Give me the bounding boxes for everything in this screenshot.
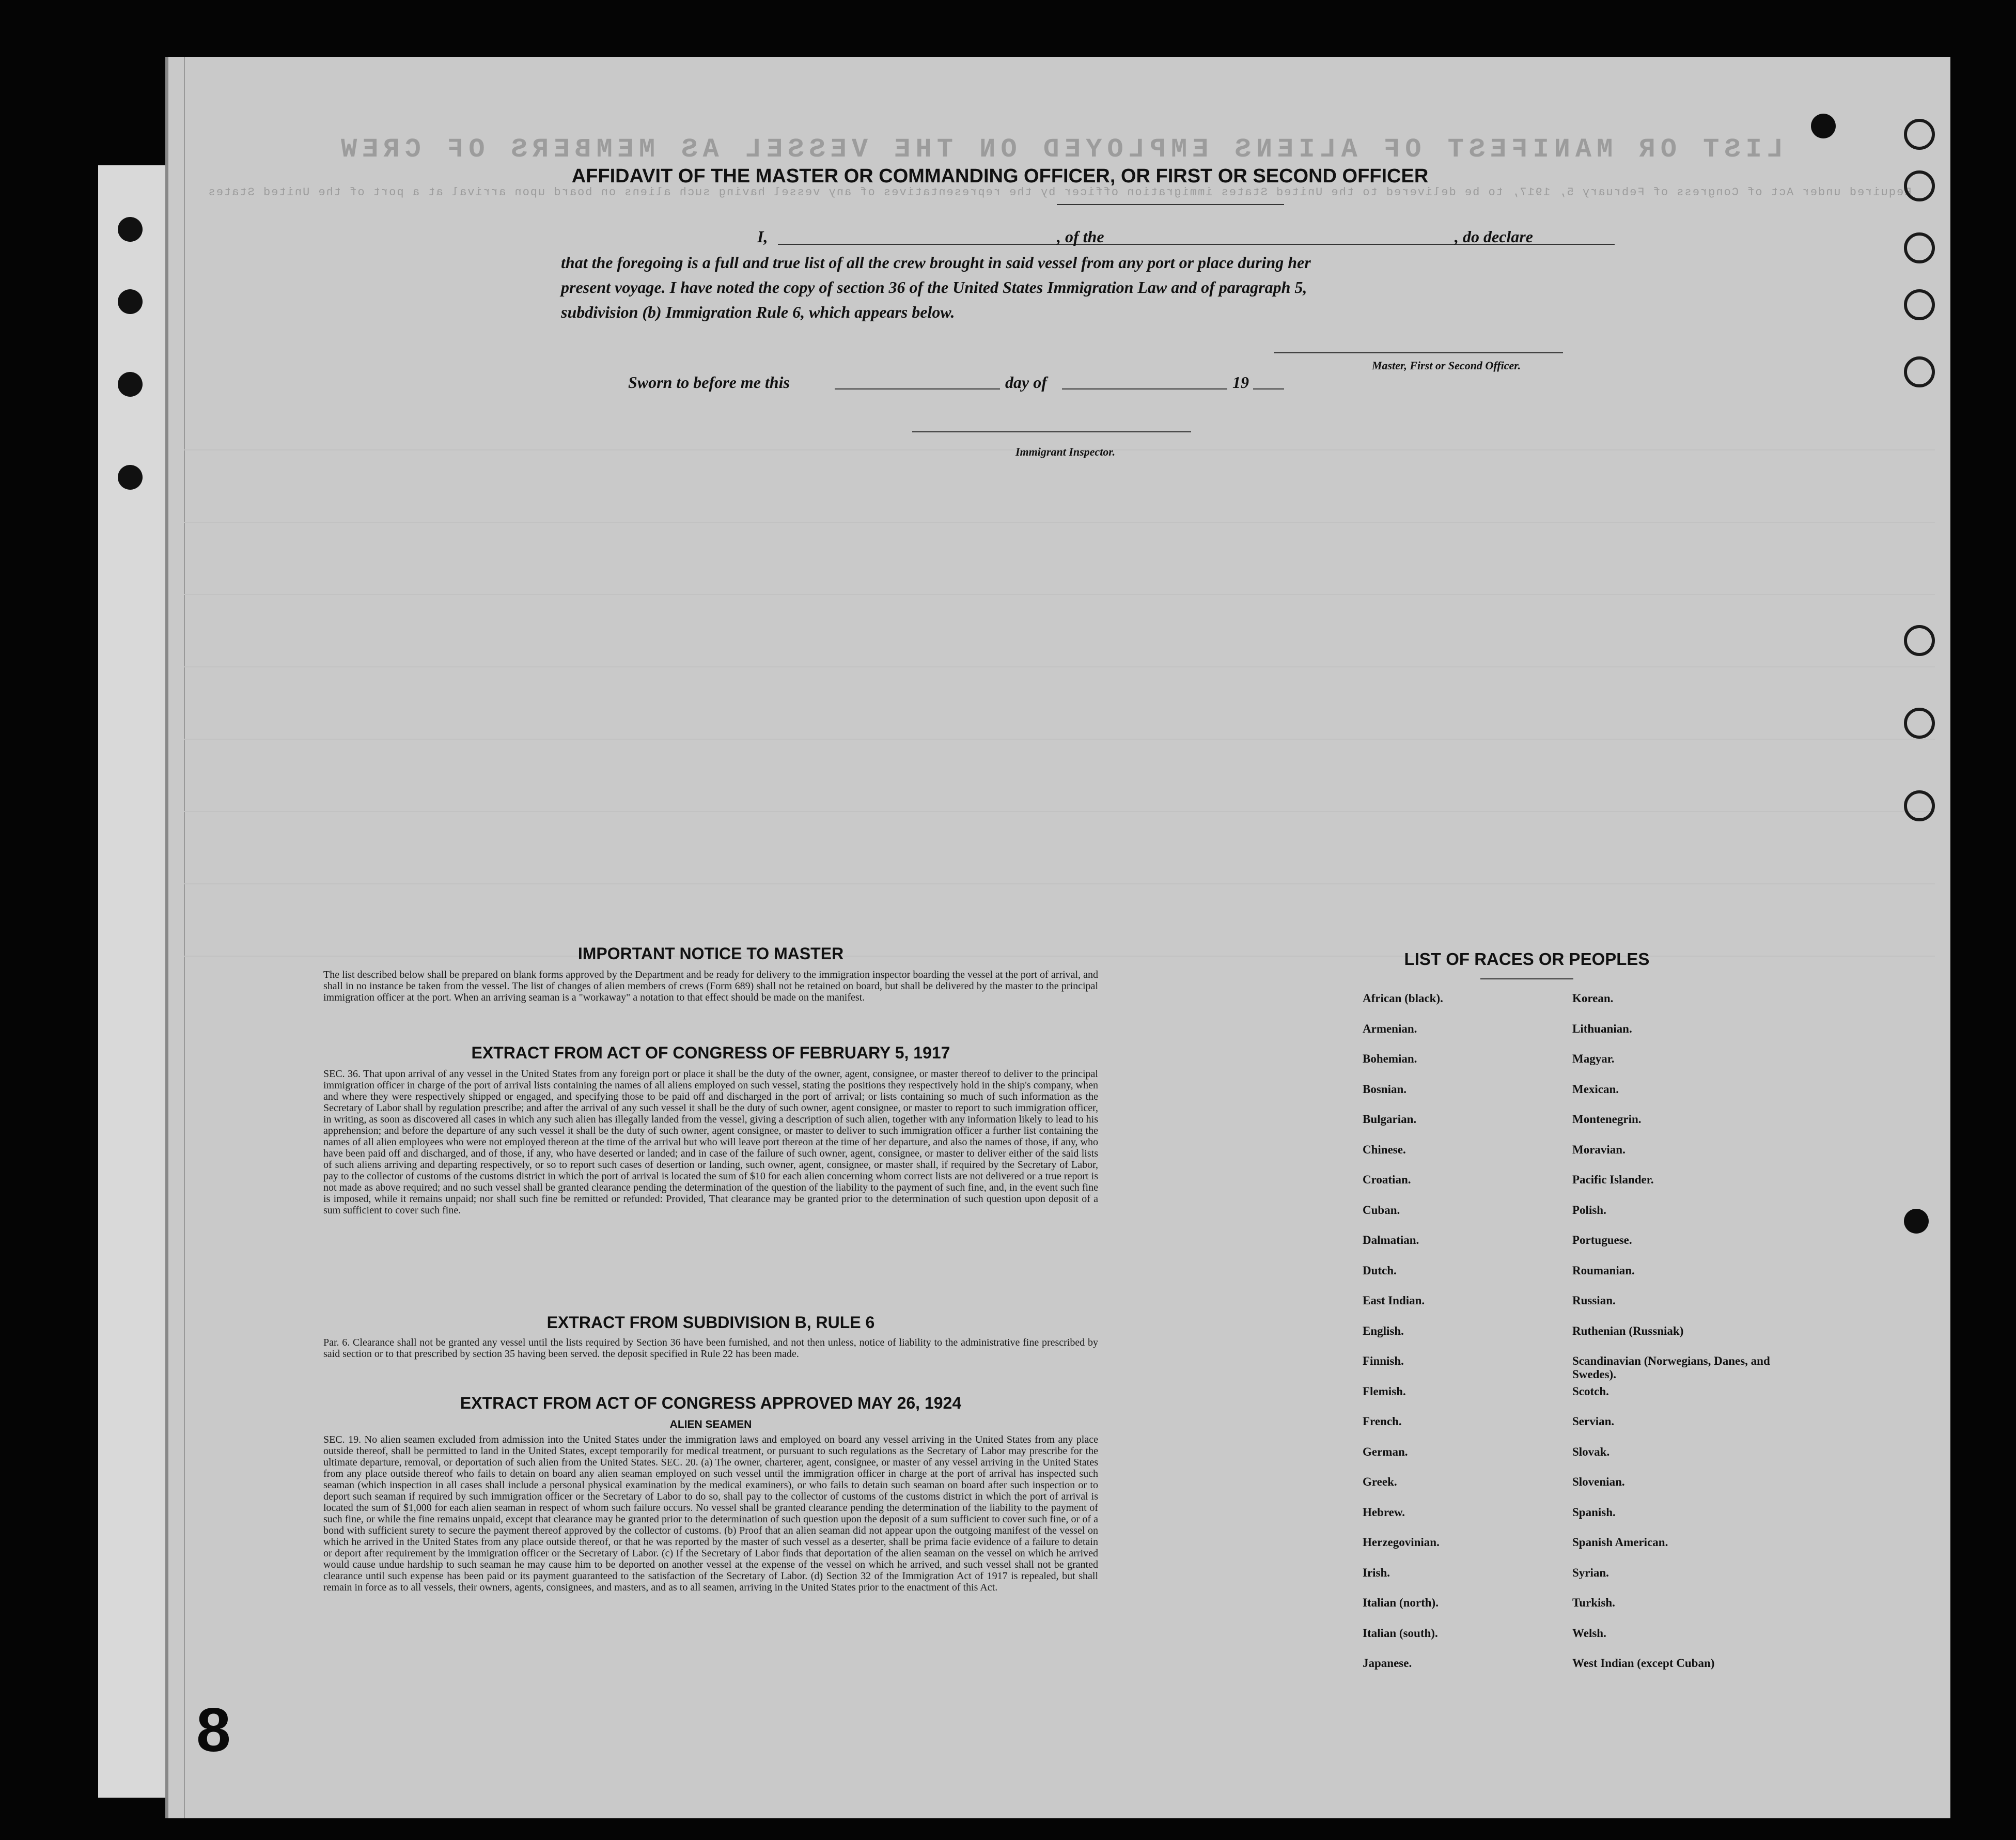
punch-hole xyxy=(1904,625,1935,656)
race-item: French. xyxy=(1363,1415,1402,1428)
ghost-row xyxy=(184,594,1935,595)
race-item: Syrian. xyxy=(1572,1566,1609,1579)
race-item: Russian. xyxy=(1572,1294,1616,1307)
affidavit-do-declare: , do declare xyxy=(1455,227,1533,246)
extract-1917-title: EXTRACT FROM ACT OF CONGRESS OF FEBRUARY 5, 1917 xyxy=(471,1043,950,1062)
race-item: Cuban. xyxy=(1363,1203,1400,1217)
rule6-body: Par. 6. Clearance shall not be granted any vessel until the lists required by Section 36 have been furnished, and not then unless, notice of liability to the administrative fine prescribed by said section or to that prescribed by section 35 having been served. the deposit specified in Rule 22 has been made. xyxy=(323,1337,1098,1360)
day-of-label: day of xyxy=(1005,373,1047,392)
race-item: Portuguese. xyxy=(1572,1234,1632,1246)
race-item: Pacific Islander. xyxy=(1572,1173,1654,1186)
race-item: Korean. xyxy=(1572,992,1614,1005)
affidavit-line-2: that the foregoing is a full and true list of all the crew brought in said vessel from any port or place during her xyxy=(561,253,1311,272)
extract-1924-title: EXTRACT FROM ACT OF CONGRESS APPROVED MAY 26, 1924 xyxy=(460,1394,962,1412)
race-item: Chinese. xyxy=(1363,1143,1406,1156)
race-item: Dalmatian. xyxy=(1363,1234,1419,1246)
race-item: Turkish. xyxy=(1572,1596,1615,1609)
bleed-through-header: LIST OR MANIFEST OF ALIENS EMPLOYED ON THE VESSEL AS MEMBERS OF CREW xyxy=(336,134,1783,165)
race-item: Spanish. xyxy=(1572,1505,1616,1519)
punch-hole xyxy=(1904,356,1935,387)
vessel-blank xyxy=(1119,244,1615,245)
ghost-row xyxy=(184,739,1935,740)
punch-hole xyxy=(1904,1209,1929,1234)
race-item: Lithuanian. xyxy=(1572,1022,1632,1035)
race-item: Spanish American. xyxy=(1572,1536,1668,1549)
race-item: Slovak. xyxy=(1572,1445,1610,1458)
race-item: Bulgarian. xyxy=(1363,1113,1417,1126)
affidavit-line-3: present voyage. I have noted the copy of section 36 of the United States Immigration Law and of paragraph 5, xyxy=(561,278,1307,297)
race-item: Ruthenian (Russniak) xyxy=(1572,1324,1684,1337)
inspector-signature-line xyxy=(912,431,1191,432)
race-item: Greek. xyxy=(1363,1475,1397,1488)
race-item: Croatian. xyxy=(1363,1173,1411,1186)
race-item: Slovenian. xyxy=(1572,1475,1625,1488)
extract-1924-body: SEC. 19. No alien seamen excluded from admission into the United States under the immigration laws and employed on board any vessel arriving in the United States from any place outside thereof, shall be permitted to land in the United States, except temporarily for medical treatment, or pursuant to such regulations as the Secretary of Labor may prescribe for the ultimate departure, removal, or deportation of such alien from the United States. SEC. 20. (a) The owner, charterer, agent, consignee, or master of any vessel arriving in the United States from any place outside thereof who fails to detain on board any alien seaman employed on such vessel until the immigration officer in charge at the port of arrival has inspected such seaman (which inspection in all cases shall include a personal physical examination by the medical examiners), or who fails to detain such seaman on board after such inspection or to deport such seaman if required by such immigration officer or the Secretary of Labor to do so, shall pay to the collector of customs of the customs district in which the port of arrival is located the sum of $1,000 for each alien seaman in respect of whom such failure occurs. No vessel shall be granted clearance pending the determination of the liability to the payment of such fine, or while the fine remains unpaid, except that clearance may be granted prior to the determination of such question upon the deposit of a sum sufficient to cover such fine, or of a bond with sufficient surety to secure the payment thereof approved by the collector of customs. (b) Proof that an alien seaman did not appear upon the outgoing manifest of the vessel on which he arrived in the United States from any place outside thereof, or that he was reported by the master of such vessel as a deserter, shall be prima facie evidence of a failure to detain or deport after requirement by the immigration officer or the Secretary of Labor. (c) If the Secretary of Labor finds that deportation of the alien seaman on the vessel on which he arrived would cause undue hardship to such seaman he may cause him to be deported on another vessel at the expense of the vessel on which he arrived, and such vessel shall not be granted clearance until such expense has been paid or its payment guaranteed to the satisfaction of the Secretary of Labor. (d) Section 32 of the Immigration Act of 1917 is repealed, but shall remain in force as to all vessels, their owners, agents, consignees, and masters, and as to all seamen, arriving in the United States prior to the enactment of this Act. xyxy=(323,1434,1098,1593)
title-underline xyxy=(1057,204,1284,205)
race-item: Hebrew. xyxy=(1363,1505,1405,1519)
race-item: Bohemian. xyxy=(1363,1052,1417,1065)
race-item: Finnish. xyxy=(1363,1354,1404,1367)
rule6-title: EXTRACT FROM SUBDIVISION B, RULE 6 xyxy=(546,1313,875,1332)
punch-hole xyxy=(1904,289,1935,320)
race-item: German. xyxy=(1363,1445,1408,1458)
binding-hole xyxy=(118,465,143,490)
race-item: Irish. xyxy=(1363,1566,1390,1579)
race-item: Roumanian. xyxy=(1572,1264,1635,1277)
race-item: Japanese. xyxy=(1363,1657,1412,1670)
race-item: Moravian. xyxy=(1572,1143,1626,1156)
sworn-label: Sworn to before me this xyxy=(628,373,790,392)
races-underline xyxy=(1480,978,1573,979)
punch-hole xyxy=(1904,708,1935,739)
punch-hole xyxy=(1904,170,1935,201)
extract-1924-subtitle: ALIEN SEAMEN xyxy=(669,1418,752,1430)
race-item: English. xyxy=(1363,1324,1404,1337)
affidavit-of-the: , of the xyxy=(1057,227,1104,246)
race-item: Dutch. xyxy=(1363,1264,1397,1277)
binding-hole xyxy=(118,289,143,314)
races-left-column xyxy=(1363,992,1559,1687)
year-blank xyxy=(1253,388,1284,389)
race-item: East Indian. xyxy=(1363,1294,1425,1307)
affidavit-i: I, xyxy=(757,227,768,246)
notice-body: The list described below shall be prepared on blank forms approved by the Department and be ready for delivery to the immigration inspector boarding the vessel at the port of arrival, and shall in no instance be taken from the vessel. The list of changes of alien members of crews (Form 689) shall not be retained on board, but shall be delivered by the master to the principal immigration officer at the port. When an arriving seaman is a "workaway" a notation to that effect should be made on the manifest. xyxy=(323,969,1098,1003)
ghost-row xyxy=(184,522,1935,523)
ghost-row xyxy=(184,811,1935,812)
binding-strip xyxy=(98,165,165,1798)
extract-1917-body: SEC. 36. That upon arrival of any vessel in the United States from any foreign port or place it shall be the duty of the owner, agent, consignee, or master thereof to deliver to the principal immigration officer in charge of the port of arrival lists containing the names of all aliens employed on such vessel, stating the positions they respectively hold in the ship's company, when and where they were respectively shipped or engaged, and specifying those to be paid off and discharged in the port of arrival; or lists containing so much of such information as the Secretary of Labor shall by regulation prescribe; and after the arrival of any such vessel it shall be the duty of such owner, agent consignee, or master to report to such immigration officer, in writing, as soon as discovered all cases in which any such alien has illegally landed from the vessel, giving a description of such alien, together with any information likely to lead to his apprehension; and before the departure of any such vessel it shall be the duty of such owner, agent consignee, or master to deliver to such immigration officer a further list containing the names of all alien employees who were not employed thereon at the time of the arrival but who will leave port thereon at the time of her departure, and also the names of those, if any, who have been paid off and discharged, and of those, if any, who have deserted or landed; and in case of the failure of such owner, agent, consignee, or master to deliver either of the said lists of such aliens arriving and departing respectively, or so to report such cases of desertion or landing, such owner, agent, consignee, or master shall, if required by the Secretary of Labor, pay to the collector of customs of the customs district in which the port of arrival is located the sum of $10 for each alien concerning whom correct lists are not delivered or a true report is not made as above required; and no such vessel shall be granted clearance pending the determination of the question of the liability to the payment of such fine, and, in the event such fine is imposed, while it remains unpaid; nor shall such fine be remitted or refunded: Provided, That clearance may be granted prior to the determination of such question upon deposit of a sum sufficient to cover such fine. xyxy=(323,1068,1098,1216)
manifest-page xyxy=(165,57,1950,1818)
race-item: Herzegovinian. xyxy=(1363,1536,1440,1549)
punch-hole xyxy=(1904,790,1935,821)
punch-hole xyxy=(1904,119,1935,150)
race-item: Armenian. xyxy=(1363,1022,1417,1035)
bleed-through-subheader: Required under Act of Congress of February 5, 1917, to be delivered to the United States immigration officer by the representatives of any vessel having such aliens on board upon arrival at a port of the United States xyxy=(207,186,1912,199)
affidavit-title: AFFIDAVIT OF THE MASTER OR COMMANDING OFFICER, OR FIRST OR SECOND OFFICER xyxy=(571,165,1429,187)
ghost-row xyxy=(184,883,1935,884)
race-item: Montenegrin. xyxy=(1572,1113,1642,1126)
race-item: Scotch. xyxy=(1572,1384,1609,1398)
race-item: Magyar. xyxy=(1572,1052,1615,1065)
race-item: Servian. xyxy=(1572,1415,1615,1428)
margin-number: 8 xyxy=(196,1695,231,1765)
races-title: LIST OF RACES OR PEOPLES xyxy=(1404,949,1650,969)
race-item: Scandinavian (Norwegians, Danes, and Swedes). xyxy=(1572,1354,1770,1381)
ghost-row xyxy=(184,666,1935,667)
punch-hole xyxy=(1904,232,1935,263)
race-item: Bosnian. xyxy=(1363,1082,1407,1096)
inspector-label: Immigrant Inspector. xyxy=(1015,445,1116,458)
master-signature-line xyxy=(1274,352,1563,353)
race-item: Italian (north). xyxy=(1363,1596,1439,1609)
race-item: Italian (south). xyxy=(1363,1626,1438,1640)
sworn-day-blank xyxy=(835,388,1000,389)
affidavit-line-4: subdivision (b) Immigration Rule 6, which appears below. xyxy=(561,303,955,321)
race-item: Welsh. xyxy=(1572,1626,1606,1640)
notice-title: IMPORTANT NOTICE TO MASTER xyxy=(577,944,844,963)
race-item: West Indian (except Cuban) xyxy=(1572,1657,1715,1670)
race-item: Mexican. xyxy=(1572,1082,1619,1096)
sworn-month-blank xyxy=(1062,388,1227,389)
races-right-column xyxy=(1572,992,1779,1687)
margin-rule xyxy=(184,57,185,1818)
binding-hole xyxy=(118,372,143,397)
master-label: Master, First or Second Officer. xyxy=(1372,359,1521,372)
year-label: 19 xyxy=(1232,373,1249,392)
race-item: African (black). xyxy=(1363,992,1443,1005)
race-item: Flemish. xyxy=(1363,1384,1406,1398)
punch-hole xyxy=(1811,114,1836,138)
binding-hole xyxy=(118,217,143,242)
race-item: Polish. xyxy=(1572,1203,1606,1217)
